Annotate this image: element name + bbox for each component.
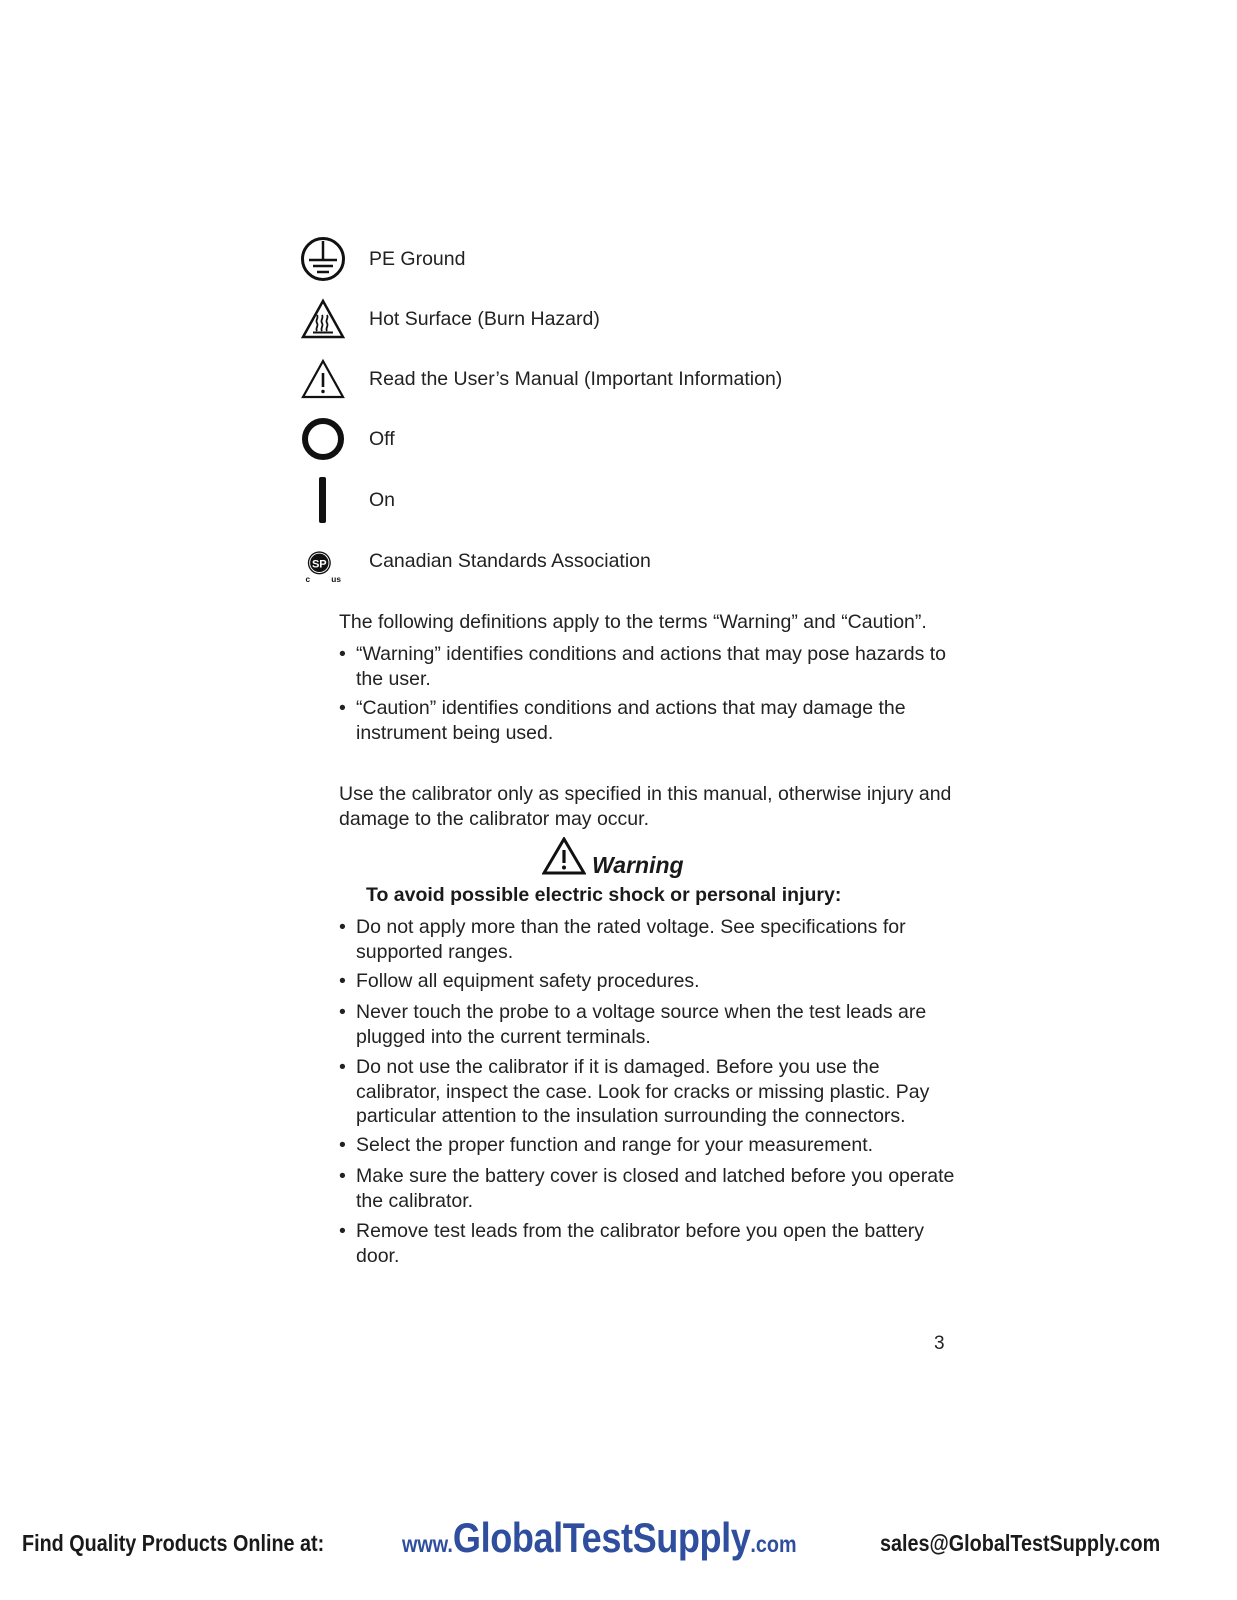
symbol-row-off	[300, 414, 940, 464]
warning-item: Remove test leads from the calibrator before you open the battery door.	[356, 1220, 924, 1267]
footer-email-link[interactable]: sales@GlobalTestSupply.com	[880, 1530, 1161, 1556]
warning-title: Warning	[592, 852, 684, 878]
csa-logo-text: SP	[311, 558, 327, 571]
footer	[0, 1512, 1237, 1572]
usage-note: Use the calibrator only as specified in this manual, otherwise injury and damage to the calibrator may occur.	[339, 783, 952, 830]
list-item	[339, 1055, 959, 1129]
off-icon	[300, 414, 346, 464]
definition-caution: “Caution” identifies conditions and actions that may damage the instrument being used.	[356, 697, 906, 744]
symbol-label: On	[369, 489, 396, 511]
footer-website-link[interactable]	[402, 1514, 797, 1562]
warning-item: Never touch the probe to a voltage source when the test leads are plugged into the current terminals.	[356, 1001, 927, 1048]
list-item	[339, 696, 959, 745]
warning-item: Do not apply more than the rated voltage. See specifications for supported ranges.	[356, 916, 906, 963]
bullet-dot: •	[339, 1165, 346, 1187]
symbol-label: Read the User’s Manual (Important Information)	[369, 368, 783, 390]
symbol-label: PE Ground	[369, 248, 466, 270]
footer-url-suffix: .com	[750, 1531, 797, 1557]
csa-logo-c: c	[305, 575, 311, 585]
list-item	[339, 969, 959, 994]
warning-item: Do not use the calibrator if it is damaged. Before you use the calibrator, inspect the case. Look for cracks or missing plastic. Pay particular attention to the insulation surrounding the connectors.	[356, 1056, 930, 1127]
csa-logo-us: us	[331, 575, 341, 585]
bullet-dot: •	[339, 916, 346, 938]
footer-tagline: Find Quality Products Online at:	[22, 1530, 325, 1556]
bullet-dot: •	[339, 1001, 346, 1023]
footer-url-prefix: www.	[402, 1531, 453, 1557]
symbol-row-pe-ground	[300, 234, 940, 284]
definitions-intro: The following definitions apply to the terms “Warning” and “Caution”.	[339, 611, 927, 633]
bullet-dot: •	[339, 1220, 346, 1242]
symbol-label: Hot Surface (Burn Hazard)	[369, 308, 600, 330]
pe-ground-icon	[300, 234, 346, 284]
bullet-dot: •	[339, 1056, 346, 1078]
warning-heading	[542, 836, 684, 880]
warning-item: Make sure the battery cover is closed and latched before you operate the calibrator.	[356, 1165, 955, 1212]
warning-item: Select the proper function and range for your measurement.	[356, 1134, 874, 1156]
list-item	[339, 1000, 959, 1049]
page-number: 3	[934, 1333, 945, 1354]
symbol-row-hot-surface	[300, 294, 940, 344]
bullet-dot: •	[339, 970, 346, 992]
footer-url-main: GlobalTestSupply	[452, 1514, 751, 1561]
warning-icon	[542, 837, 586, 880]
csa-icon	[300, 536, 346, 586]
definition-warning: “Warning” identifies conditions and actions that may pose hazards to the user.	[356, 643, 947, 690]
symbol-row-csa	[300, 536, 940, 586]
on-icon	[300, 475, 346, 525]
warning-subtitle: To avoid possible electric shock or personal injury:	[366, 884, 842, 906]
list-item	[339, 1133, 959, 1158]
list-item	[339, 1164, 959, 1213]
list-item	[339, 1219, 959, 1268]
warning-item: Follow all equipment safety procedures.	[356, 970, 700, 992]
hot-surface-icon	[300, 294, 346, 344]
symbol-label: Off	[369, 428, 395, 450]
bullet-dot: •	[339, 643, 346, 665]
symbol-row-on	[300, 475, 940, 525]
list-item	[339, 642, 959, 691]
caution-icon	[300, 354, 346, 404]
bullet-dot: •	[339, 697, 346, 719]
symbol-row-read-manual	[300, 354, 940, 404]
bullet-dot: •	[339, 1134, 346, 1156]
list-item	[339, 915, 959, 964]
symbol-label: Canadian Standards Association	[369, 550, 651, 572]
